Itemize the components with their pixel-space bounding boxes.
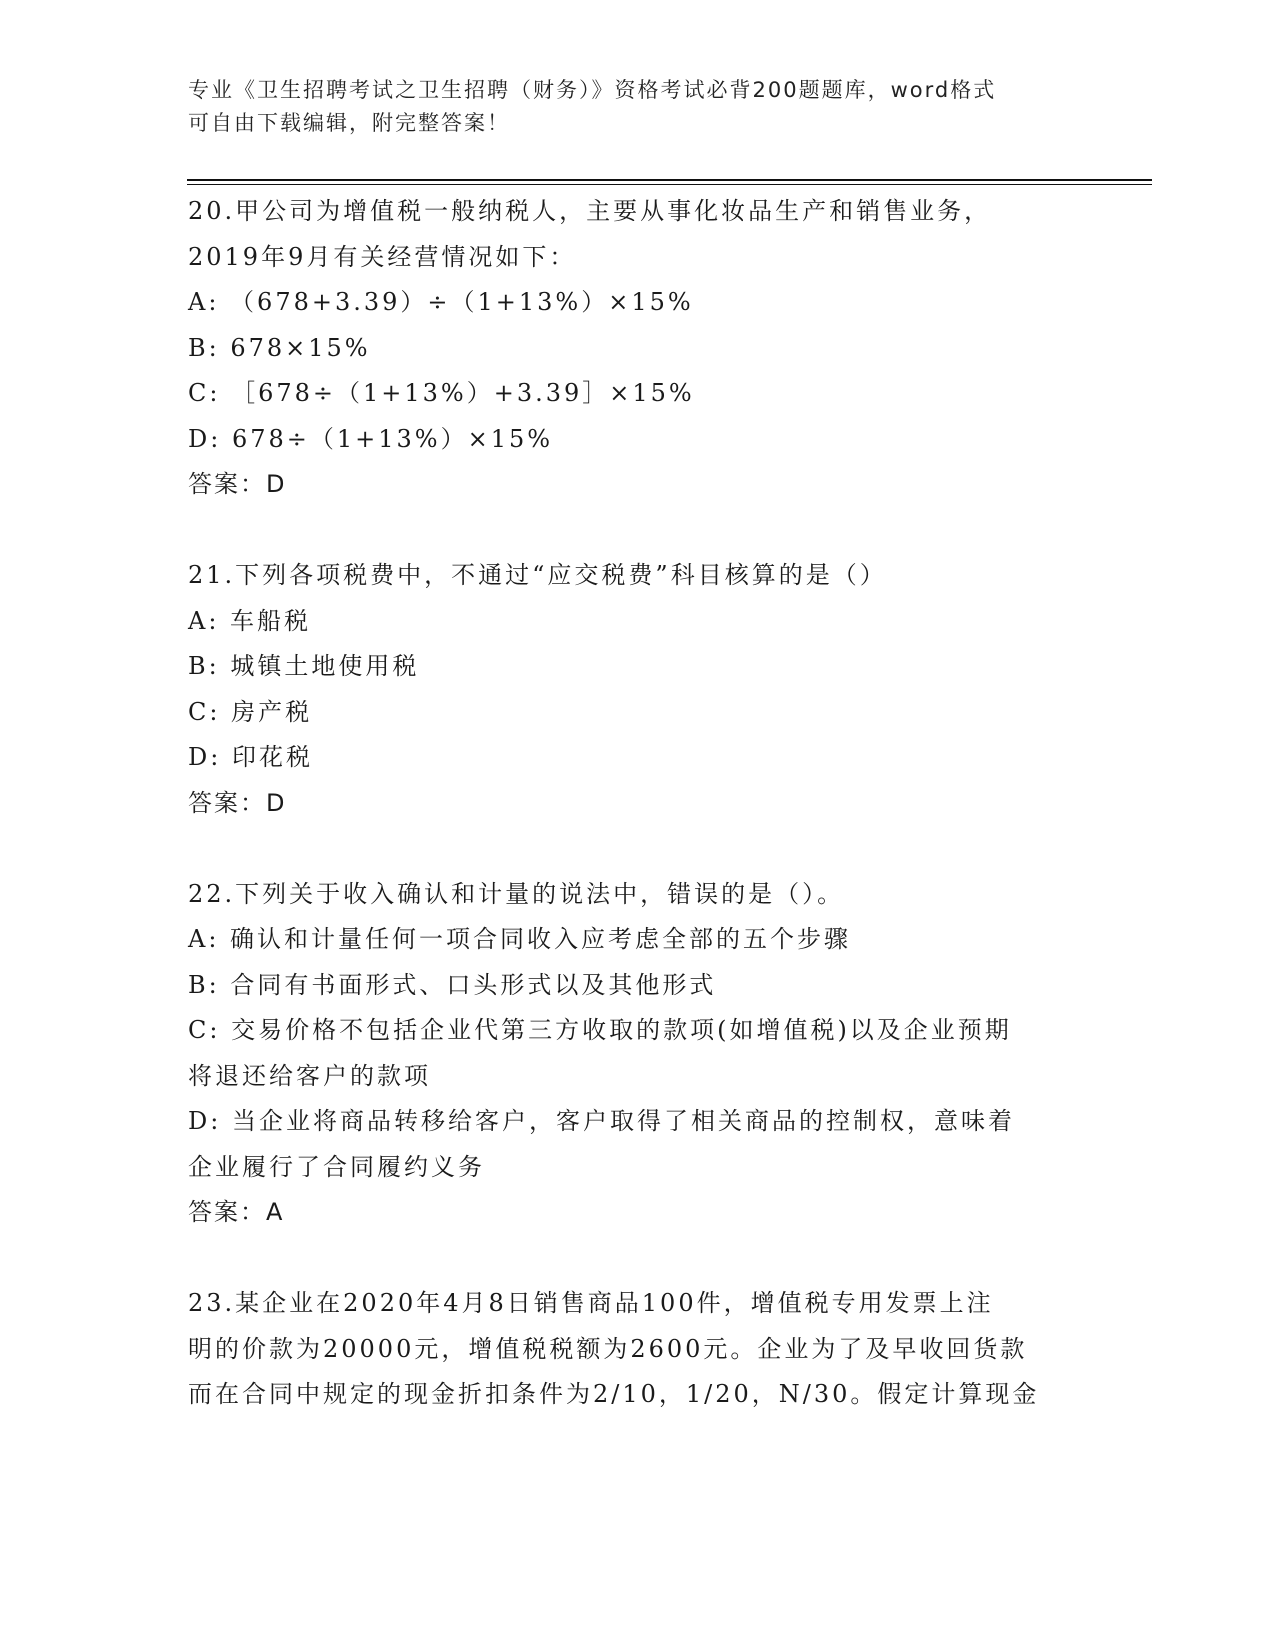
- question-20: [188, 189, 1088, 508]
- option-a: A: （678+3.39）÷（1+13%）×15%: [188, 288, 694, 316]
- option-d: D: 678÷（1+13%）×15%: [188, 424, 554, 453]
- option-b: B: 合同有书面形式、口头形式以及其他形式: [188, 970, 717, 999]
- question-stem: 而在合同中规定的现金折扣条件为2/10，1/20，N/30。假定计算现金: [188, 1380, 1040, 1408]
- option-d-continued: 企业履行了合同履约义务: [188, 1152, 485, 1181]
- question-stem: 20.甲公司为增值税一般纳税人，主要从事化妆品生产和销售业务，: [188, 197, 992, 225]
- option-c: C: ［678÷（1+13%）+3.39］×15%: [188, 379, 695, 407]
- option-b: B: 城镇土地使用税: [188, 652, 420, 680]
- question-stem: 23.某企业在2020年4月8日销售商品100件，增值税专用发票上注: [188, 1289, 994, 1317]
- question-stem: 22.下列关于收入确认和计量的说法中，错误的是（）。: [188, 879, 845, 908]
- answer-label: 答案：A: [188, 1198, 285, 1226]
- question-23: [188, 1281, 1088, 1418]
- option-c: C: 交易价格不包括企业代第三方收取的款项(如增值税)以及企业预期: [188, 1016, 1012, 1044]
- spacer: [188, 508, 1088, 554]
- question-22: [188, 872, 1088, 1236]
- question-21: [188, 553, 1088, 826]
- header-line-1: 专业《卫生招聘考试之卫生招聘（财务）》资格考试必背200题题库，word格式: [188, 78, 997, 102]
- answer-label: 答案：D: [188, 470, 287, 498]
- question-stem: 明的价款为20000元，增值税税额为2600元。企业为了及早收回货款: [188, 1334, 1028, 1363]
- answer-label: 答案：D: [188, 788, 287, 817]
- option-d: D: 当企业将商品转移给客户，客户取得了相关商品的控制权，意味着: [188, 1107, 1015, 1135]
- question-list: [188, 189, 1088, 1418]
- question-stem: 2019年9月有关经营情况如下：: [188, 242, 577, 271]
- option-c-continued: 将退还给客户的款项: [188, 1061, 431, 1090]
- spacer: [188, 1236, 1088, 1282]
- option-d: D: 印花税: [188, 743, 313, 771]
- spacer: [188, 826, 1088, 872]
- option-b: B: 678×15%: [188, 333, 371, 362]
- header-divider-thick: [187, 179, 1152, 181]
- header-divider-thin: [187, 184, 1152, 185]
- document-header: [188, 74, 1068, 140]
- option-a: A: 车船税: [188, 606, 312, 635]
- option-a: A: 确认和计量任何一项合同收入应考虑全部的五个步骤: [188, 925, 852, 953]
- option-c: C: 房产税: [188, 697, 313, 726]
- question-stem: 21.下列各项税费中，不通过“应交税费”科目核算的是（）: [188, 561, 887, 589]
- header-line-2: 可自由下载编辑，附完整答案！: [188, 111, 510, 135]
